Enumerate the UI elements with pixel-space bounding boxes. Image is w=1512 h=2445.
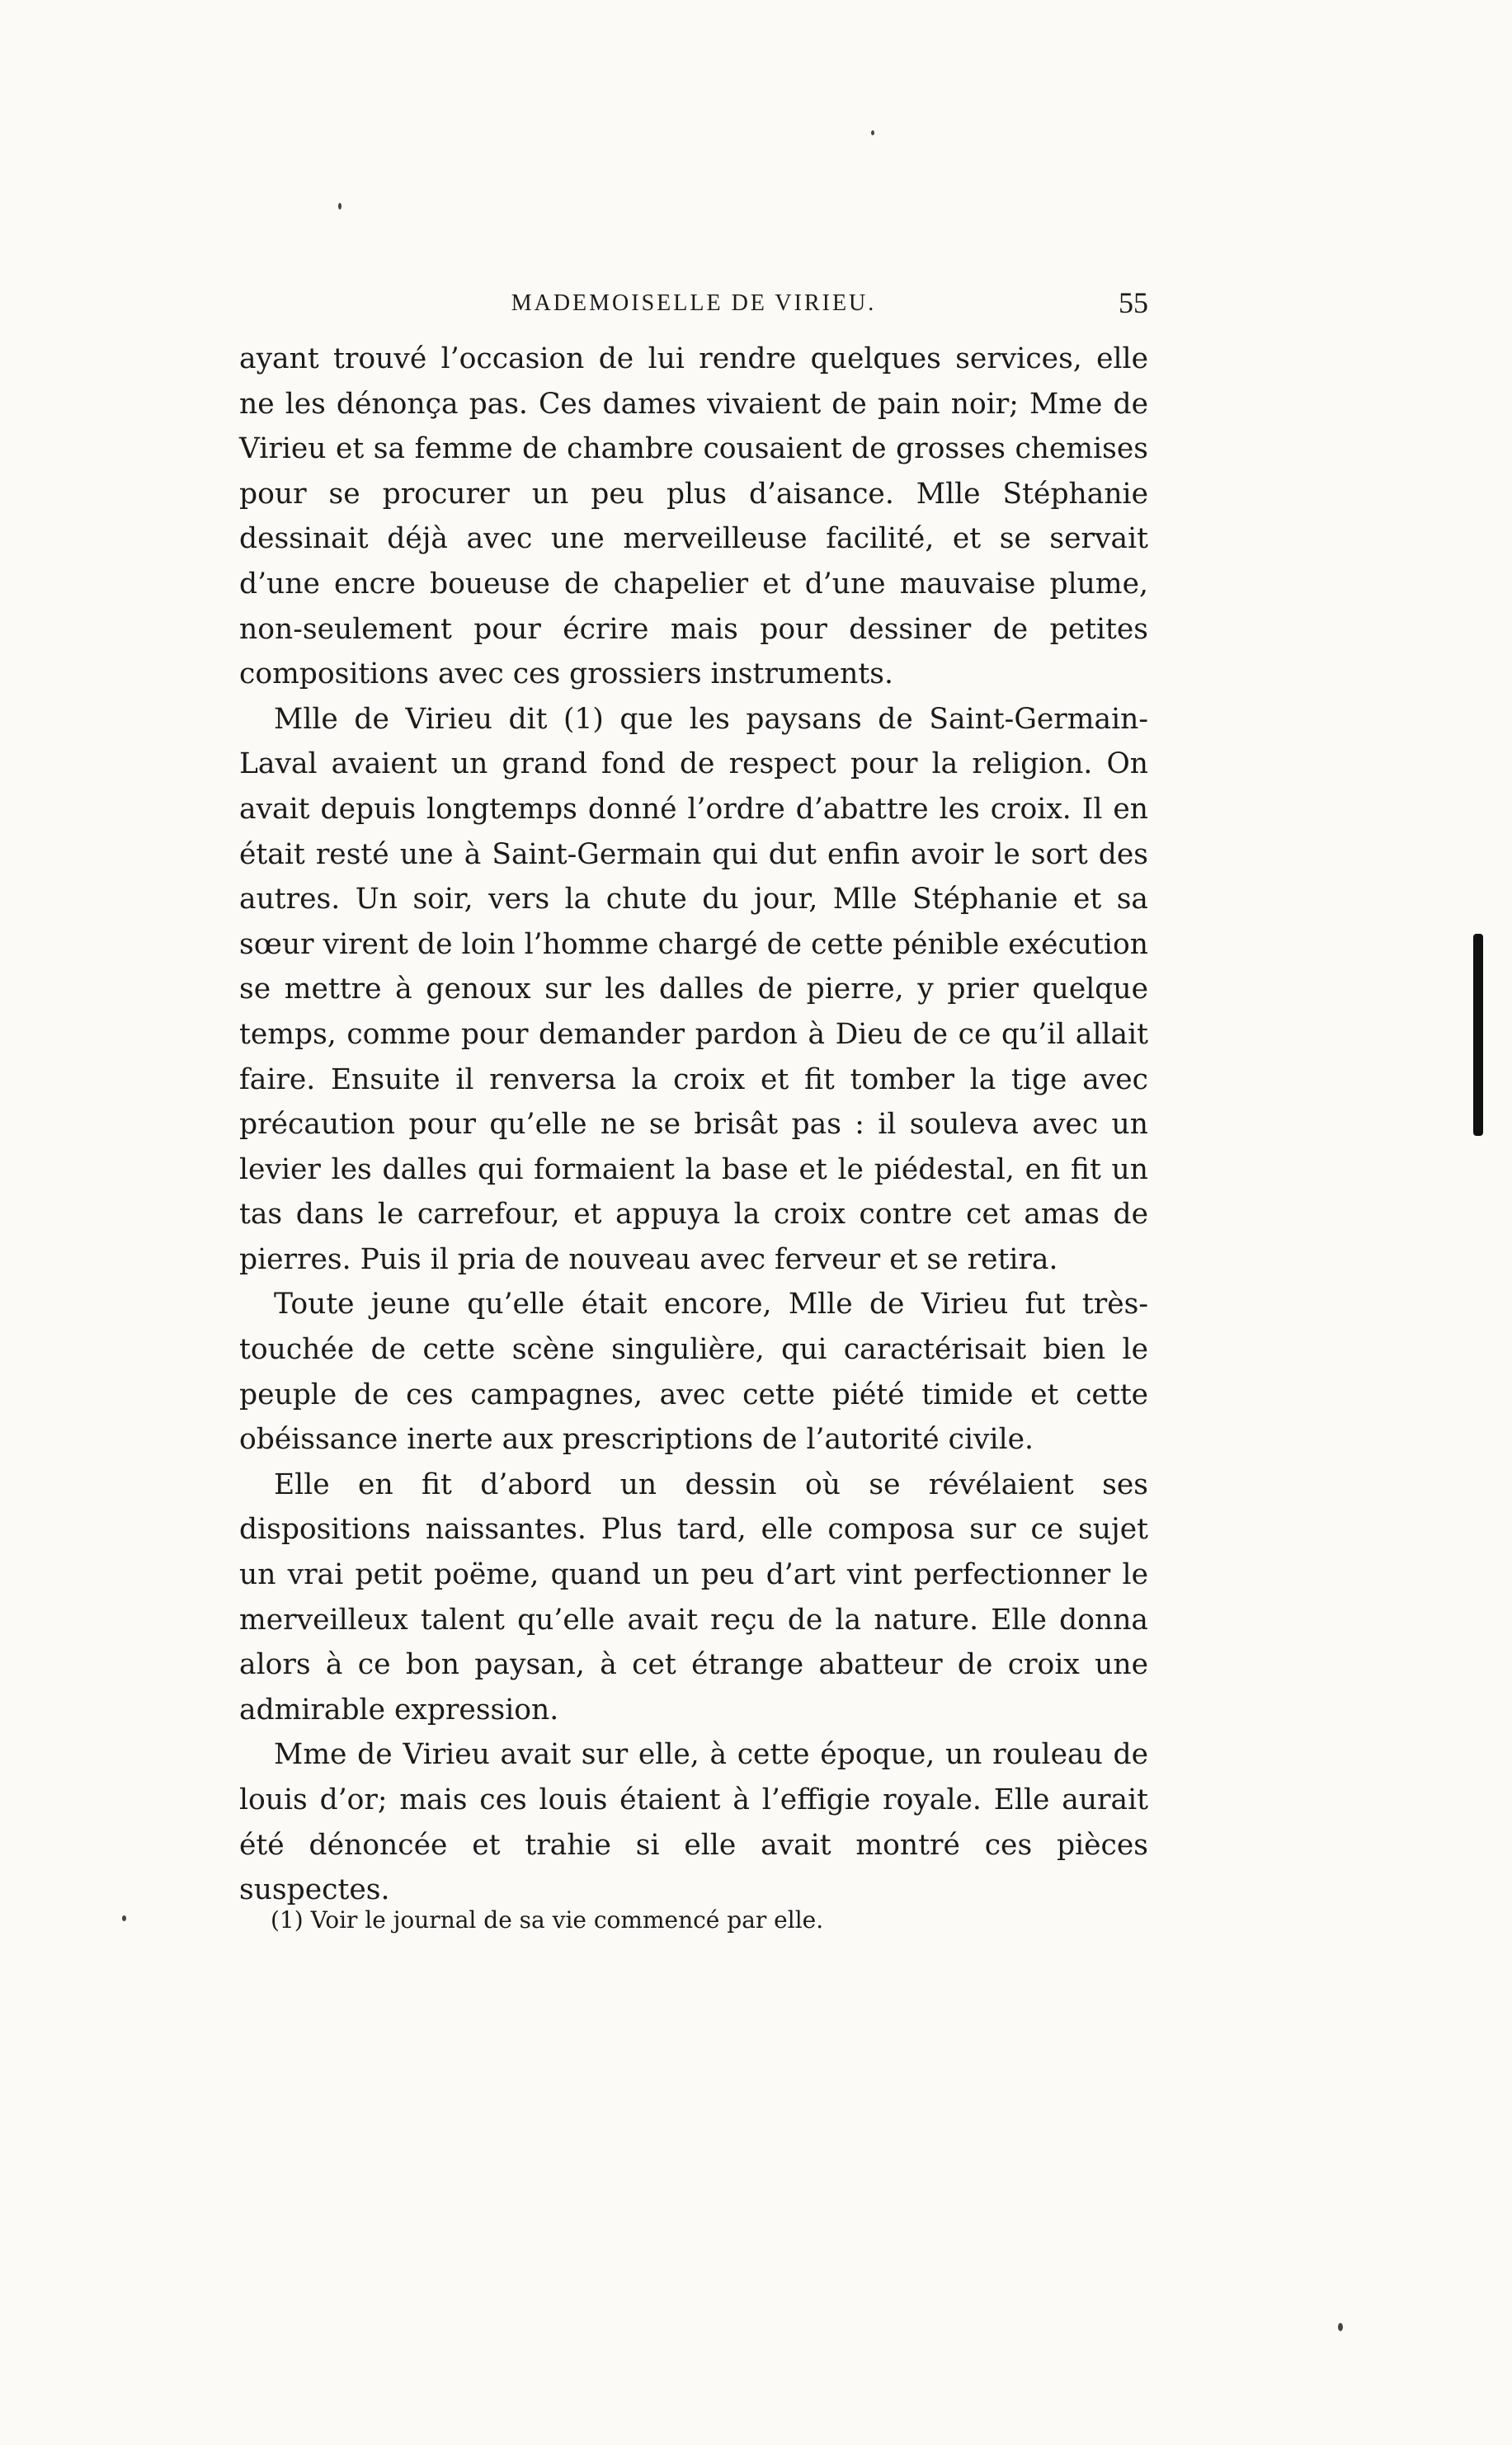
ink-speck (338, 203, 341, 210)
paragraph-5: Mme de Virieu avait sur elle, à cette époque, un rouleau de louis d’or; mais ces louis étaient à l’effigie royale. Elle aurait été dénoncée et trahie si elle avait montré ces pièces suspectes. (239, 1738, 1148, 1907)
ink-speck (122, 1915, 126, 1921)
ink-speck (1338, 2323, 1343, 2331)
paragraph-3: Toute jeune qu’elle était encore, Mlle de Virieu fut très-touchée de cette scène singulière, qui caractérisait bien le peuple de ces campagnes, avec cette piété timide et cette obéissance inerte aux prescriptions de l’autorité civile. (239, 1288, 1148, 1457)
body-text (239, 337, 1148, 1913)
paragraph-1: ayant trouvé l’occasion de lui rendre quelques services, elle ne les dénonça pas. Ces dames vivaient de pain noir; Mme de Virieu et sa femme de chambre cousaient de grosses chemises pour se procurer un peu plus d’aisance. Mlle Stéphanie dessinait déjà avec une merveilleuse facilité, et se servait d’une encre boueuse de chapelier et d’une mauvaise plume, non-seulement pour écrire mais pour dessiner de petites compositions avec ces grossiers instruments. (239, 342, 1148, 691)
paragraph-2: Mlle de Virieu dit (1) que les paysans de Saint-Germain-Laval avaient un grand fond de respect pour la religion. On avait depuis longtemps donné l’ordre d’abattre les croix. Il en était resté une à Saint-Germain qui dut enfin avoir le sort des autres. Un soir, vers la chute du jour, Mlle Stéphanie et sa sœur virent de loin l’homme chargé de cette pénible exécution se mettre à genoux sur les dalles de pierre, y prier quelque temps, comme pour demander pardon à Dieu de ce qu’il allait faire. Ensuite il renversa la croix et fit tomber la tige avec précaution pour qu’elle ne se brisât pas : il souleva avec un levier les dalles qui formaient la base et le piédestal, en fit un tas dans le carrefour, et appuya la croix contre cet amas de pierres. Puis il pria de nouveau avec ferveur et se retira. (239, 702, 1148, 1276)
paragraph-4: Elle en fit d’abord un dessin où se révélaient ses dispositions naissantes. Plus tard, elle composa sur ce sujet un vrai petit poëme, quand un peu d’art vint perfectionner le merveilleux talent qu’elle avait reçu de la nature. Elle donna alors à ce bon paysan, à cet étrange abatteur de croix une admirable expression. (239, 1467, 1148, 1727)
running-head (239, 286, 1148, 332)
ink-speck (871, 130, 874, 135)
margin-ink-mark (1473, 934, 1483, 1136)
footnote: (1) Voir le journal de sa vie commencé par elle. (271, 1906, 824, 1934)
page-number: 55 (1119, 286, 1148, 319)
running-title: MADEMOISELLE DE VIRIEU. (511, 290, 877, 316)
